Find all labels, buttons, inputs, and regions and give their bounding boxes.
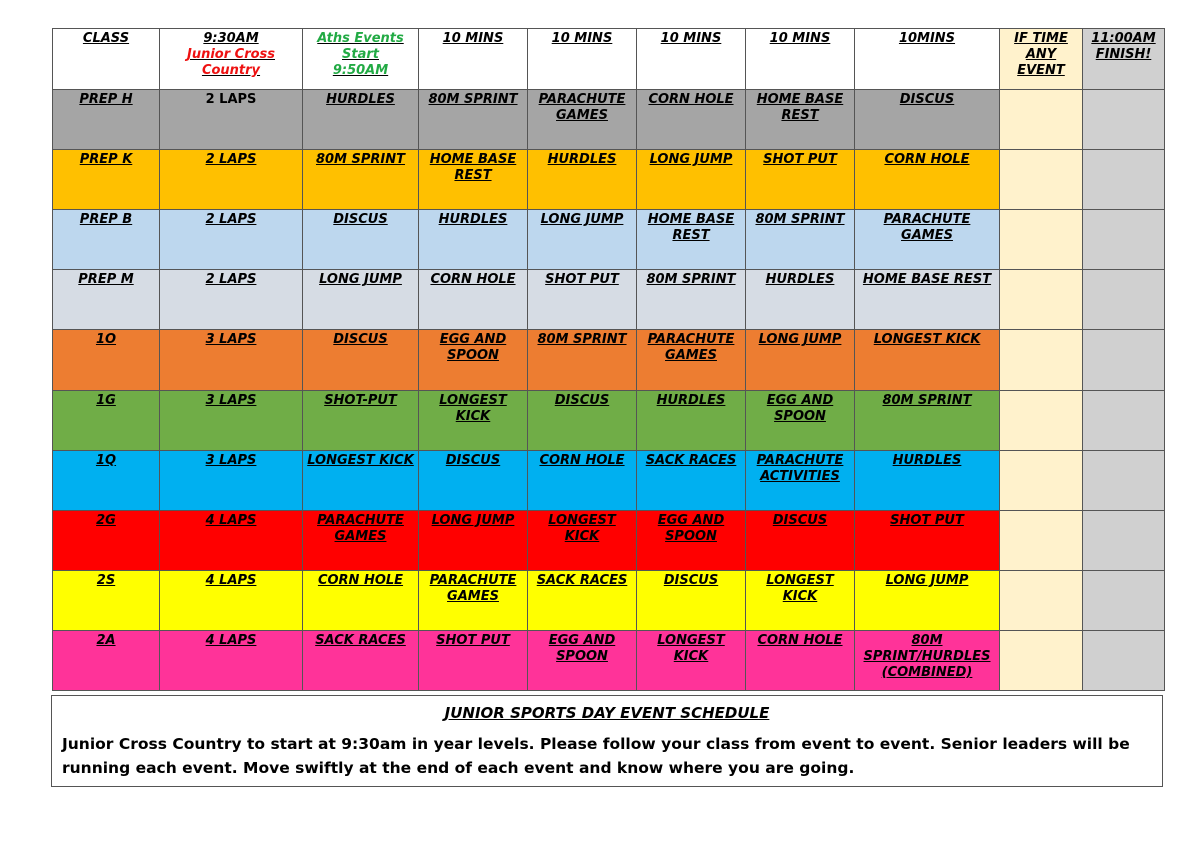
event-cell: LONGEST KICK: [528, 510, 637, 570]
event-cell: DISCUS: [303, 210, 419, 270]
header-line: Junior Cross: [186, 47, 276, 62]
event-cell: SACK RACES: [637, 450, 746, 510]
schedule-row: [53, 270, 1165, 330]
event-cell: PARACHUTE GAMES: [637, 330, 746, 390]
event-cell: DISCUS: [637, 570, 746, 630]
schedule-row: [53, 630, 1165, 690]
event-cell: HOME BASE REST: [637, 210, 746, 270]
notes-box: [51, 695, 1163, 787]
event-cell: LONGEST KICK: [637, 630, 746, 690]
finish-cell: [1083, 270, 1165, 330]
class-cell: 1G: [53, 390, 160, 450]
finish-cell: [1083, 150, 1165, 210]
schedule-table: [52, 28, 1165, 691]
event-cell: DISCUS: [528, 390, 637, 450]
finish-cell: [1083, 570, 1165, 630]
event-cell: SHOT PUT: [419, 630, 528, 690]
event-cell: LONGEST KICK: [855, 330, 1000, 390]
notes-title: JUNIOR SPORTS DAY EVENT SCHEDULE: [444, 704, 770, 722]
event-cell: 80M SPRINT/HURDLES (COMBINED): [855, 630, 1000, 690]
schedule-row: [53, 390, 1165, 450]
finish-cell: [1083, 330, 1165, 390]
event-cell: PARACHUTE ACTIVITIES: [746, 450, 855, 510]
header-cell: 10 MINS: [746, 29, 855, 90]
class-cell: 2A: [53, 630, 160, 690]
header-cell: CLASS: [53, 29, 160, 90]
event-cell: HURDLES: [746, 270, 855, 330]
event-cell: PARACHUTE GAMES: [855, 210, 1000, 270]
header-line: Start: [342, 47, 379, 62]
schedule-row: [53, 510, 1165, 570]
event-cell: LONGEST KICK: [303, 450, 419, 510]
header-line: IF TIME: [1014, 31, 1068, 46]
event-cell: 80M SPRINT: [419, 90, 528, 150]
event-cell: CORN HOLE: [746, 630, 855, 690]
event-cell: HURDLES: [303, 90, 419, 150]
schedule-body: [53, 29, 1165, 691]
event-cell: LONG JUMP: [855, 570, 1000, 630]
finish-cell: [1083, 210, 1165, 270]
event-cell: CORN HOLE: [528, 450, 637, 510]
laps-cell: 2 LAPS: [160, 150, 303, 210]
event-cell: EGG AND SPOON: [746, 390, 855, 450]
laps-cell: 2 LAPS: [160, 270, 303, 330]
event-cell: 80M SPRINT: [855, 390, 1000, 450]
finish-cell: [1083, 630, 1165, 690]
schedule-row: [53, 150, 1165, 210]
header-line: 11:00AM: [1091, 31, 1156, 46]
event-cell: HOME BASE REST: [746, 90, 855, 150]
if-time-cell: [1000, 450, 1083, 510]
laps-cell: 4 LAPS: [160, 570, 303, 630]
schedule-row: [53, 90, 1165, 150]
event-cell: DISCUS: [746, 510, 855, 570]
laps-cell: 4 LAPS: [160, 510, 303, 570]
event-cell: LONG JUMP: [419, 510, 528, 570]
event-cell: DISCUS: [303, 330, 419, 390]
event-cell: PARACHUTE GAMES: [303, 510, 419, 570]
event-cell: SHOT PUT: [855, 510, 1000, 570]
event-cell: LONG JUMP: [528, 210, 637, 270]
finish-cell: [1083, 90, 1165, 150]
class-cell: 2S: [53, 570, 160, 630]
event-cell: DISCUS: [419, 450, 528, 510]
event-cell: LONG JUMP: [637, 150, 746, 210]
if-time-cell: [1000, 570, 1083, 630]
header-cell: [303, 29, 419, 90]
class-cell: 1Q: [53, 450, 160, 510]
event-cell: 80M SPRINT: [303, 150, 419, 210]
event-cell: LONG JUMP: [746, 330, 855, 390]
event-cell: PARACHUTE GAMES: [419, 570, 528, 630]
event-cell: 80M SPRINT: [746, 210, 855, 270]
if-time-cell: [1000, 270, 1083, 330]
schedule-row: [53, 330, 1165, 390]
header-line: FINISH!: [1095, 47, 1152, 62]
event-cell: HURDLES: [637, 390, 746, 450]
finish-cell: [1083, 390, 1165, 450]
schedule-row: [53, 570, 1165, 630]
event-cell: SHOT PUT: [528, 270, 637, 330]
event-cell: LONG JUMP: [303, 270, 419, 330]
if-time-cell: [1000, 210, 1083, 270]
if-time-cell: [1000, 150, 1083, 210]
laps-cell: 2 LAPS: [160, 90, 303, 150]
class-cell: 1O: [53, 330, 160, 390]
class-cell: PREP K: [53, 150, 160, 210]
header-cell: 10 MINS: [637, 29, 746, 90]
finish-cell: [1083, 450, 1165, 510]
notes-body: Junior Cross Country to start at 9:30am in year levels. Please follow your class from event to event. Senior leaders will be running each event. Move swiftly at the end of each event and know where you are going.: [62, 735, 1130, 777]
header-cell: [160, 29, 303, 90]
event-cell: PARACHUTE GAMES: [528, 90, 637, 150]
class-cell: 2G: [53, 510, 160, 570]
header-cell: 10 MINS: [528, 29, 637, 90]
event-cell: LONGEST KICK: [419, 390, 528, 450]
event-cell: CORN HOLE: [419, 270, 528, 330]
event-cell: HOME BASE REST: [855, 270, 1000, 330]
header-cell: [1000, 29, 1083, 90]
event-cell: LONGEST KICK: [746, 570, 855, 630]
schedule-row: [53, 450, 1165, 510]
event-cell: DISCUS: [855, 90, 1000, 150]
class-cell: PREP B: [53, 210, 160, 270]
finish-cell: [1083, 510, 1165, 570]
laps-cell: 3 LAPS: [160, 330, 303, 390]
header-cell: [1083, 29, 1165, 90]
laps-cell: 3 LAPS: [160, 390, 303, 450]
header-line: Country: [201, 63, 261, 78]
if-time-cell: [1000, 330, 1083, 390]
header-cell: 10 MINS: [419, 29, 528, 90]
schedule-row: [53, 210, 1165, 270]
class-cell: PREP H: [53, 90, 160, 150]
laps-cell: 4 LAPS: [160, 630, 303, 690]
header-line: 9:50AM: [332, 63, 389, 78]
laps-cell: 2 LAPS: [160, 210, 303, 270]
header-line: Aths Events: [317, 31, 404, 46]
if-time-cell: [1000, 90, 1083, 150]
event-cell: 80M SPRINT: [528, 330, 637, 390]
event-cell: HURDLES: [419, 210, 528, 270]
event-cell: CORN HOLE: [855, 150, 1000, 210]
class-cell: PREP M: [53, 270, 160, 330]
event-cell: SHOT-PUT: [303, 390, 419, 450]
event-cell: CORN HOLE: [303, 570, 419, 630]
header-line: 9:30AM: [203, 31, 259, 46]
event-cell: HOME BASE REST: [419, 150, 528, 210]
event-cell: CORN HOLE: [637, 90, 746, 150]
event-cell: SHOT PUT: [746, 150, 855, 210]
event-cell: HURDLES: [855, 450, 1000, 510]
header-row: [53, 29, 1165, 90]
header-line: EVENT: [1017, 63, 1065, 78]
if-time-cell: [1000, 510, 1083, 570]
event-cell: HURDLES: [528, 150, 637, 210]
event-cell: 80M SPRINT: [637, 270, 746, 330]
laps-cell: 3 LAPS: [160, 450, 303, 510]
event-cell: EGG AND SPOON: [528, 630, 637, 690]
event-cell: SACK RACES: [303, 630, 419, 690]
if-time-cell: [1000, 390, 1083, 450]
event-cell: EGG AND SPOON: [419, 330, 528, 390]
event-cell: EGG AND SPOON: [637, 510, 746, 570]
if-time-cell: [1000, 630, 1083, 690]
event-cell: SACK RACES: [528, 570, 637, 630]
header-cell: 10MINS: [855, 29, 1000, 90]
header-line: ANY: [1025, 47, 1057, 62]
